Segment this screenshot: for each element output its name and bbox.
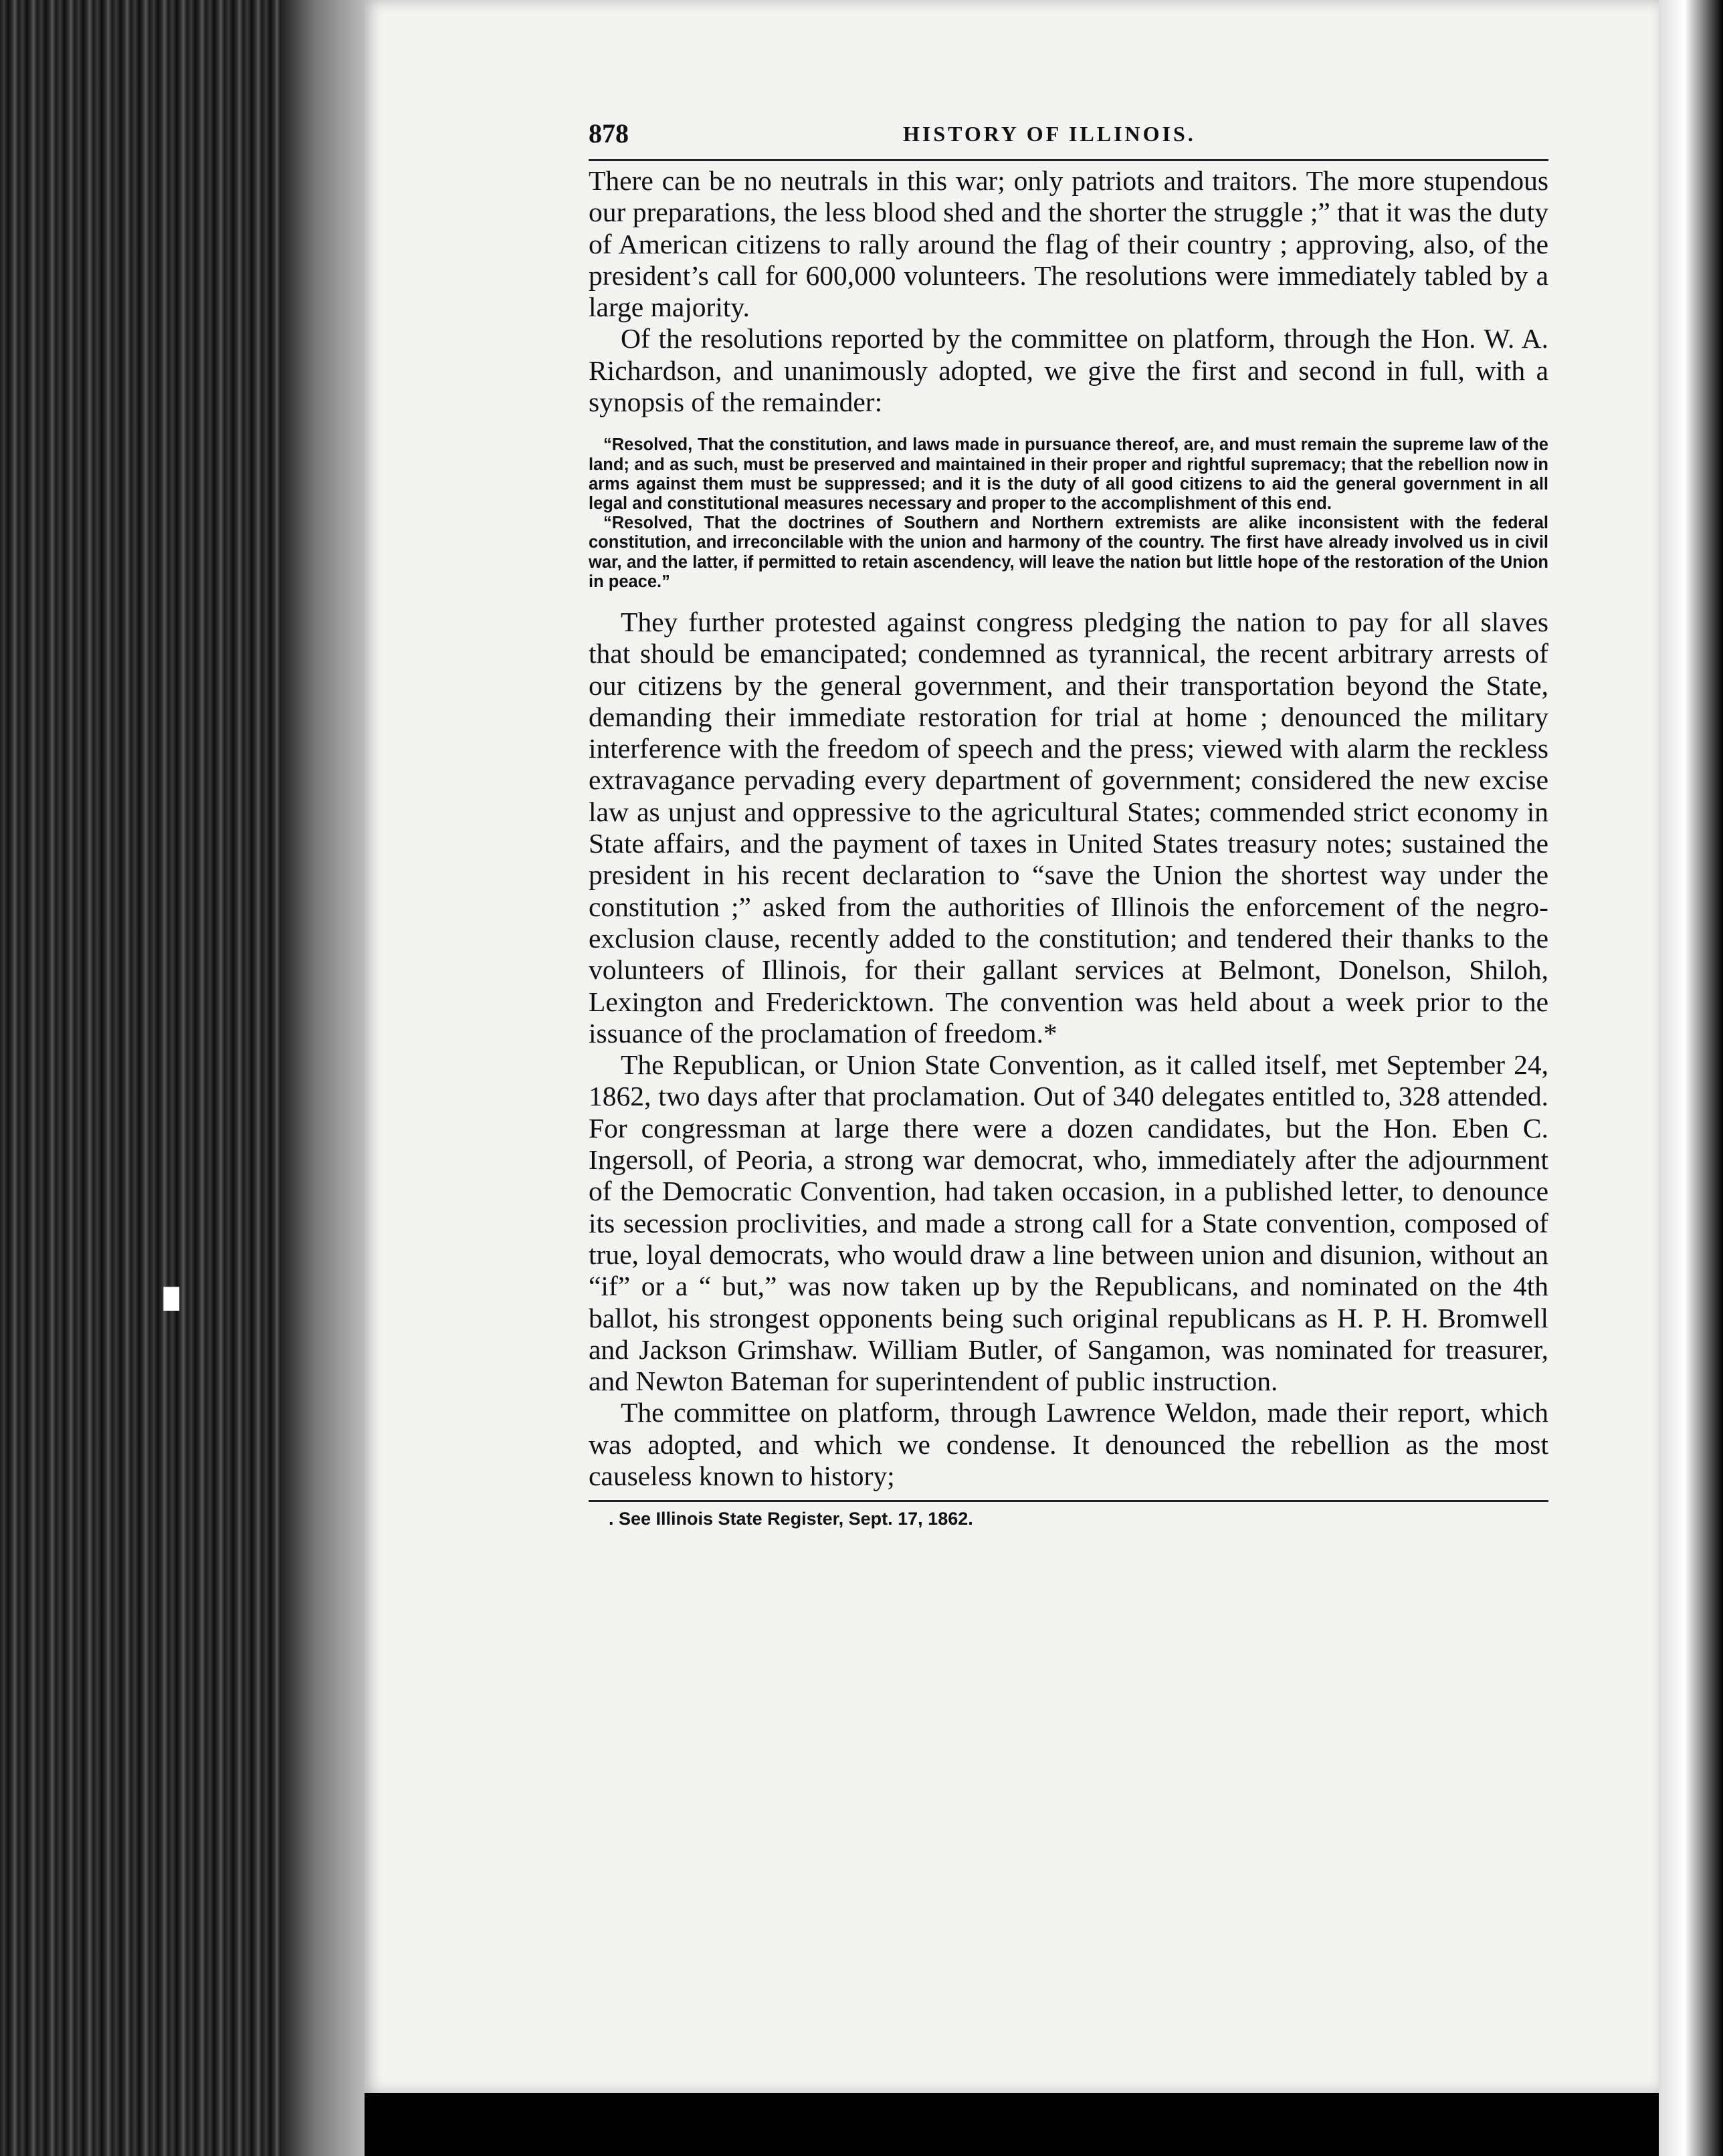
page-header (589, 112, 1548, 159)
paragraph: They further protested against congress pledging the nation to pay for all slaves that should be emancipated; condemned as tyrannical, the recent arbitrary arrests of our citizens by the general government, and their transportation beyond the State, demanding their immediate restoration for trial at home ; denounced the military interference with the freedom of speech and the press; viewed with alarm the reckless extravagance pervading every department of government; considered the new excise law as unjust and oppressive to the agricultural States; commended strict economy in State affairs, and the payment of taxes in United States treasury notes; sustained the president in his recent declaration to “save the Union the shortest way under the constitution ;” asked from the authorities of Illinois the enforcement of the negro-exclusion clause, recently added to the constitution; and tendered their thanks to the volunteers of Illinois, for their gallant services at Belmont, Donelson, Shiloh, Lexington and Fredericktown. The convention was held about a week prior to the issuance of the proclamation of freedom.* (589, 607, 1548, 1049)
running-head: HISTORY OF ILLINOIS. (903, 122, 1196, 146)
paragraph: Of the resolutions reported by the committee on platform, through the Hon. W. A. Richardson, and unanimously adopted, we give the first and second in full, with a synopsis of the remainder: (589, 323, 1548, 418)
paragraph: The committee on platform, through Lawrence Weldon, made their report, which was adopted, and which we condense. It denounced the rebellion as the most causeless known to history; (589, 1397, 1548, 1492)
paragraph: The Republican, or Union State Convention, as it called itself, met September 24, 1862, two days after that proclamation. Out of 340 delegates entitled to, 328 attended. For congressman at large there were a dozen candidates, but the Hon. Eben C. Ingersoll, of Peoria, a strong war democrat, who, immediately after the adjournment of the Democratic Convention, had taken occasion, in a published letter, to denounce its secession proclivities, and made a strong call for a State convention, composed of true, loyal democrats, who would draw a line between union and disunion, without an “if” or a “ but,” was now taken up by the Republicans, and nominated on the 4th ballot, his strongest opponents being such original republicans as H. P. H. Bromwell and Jackson Grimshaw. William Butler, of Sangamon, was nominated for treasurer, and Newton Bateman for superintendent of public instruction. (589, 1049, 1548, 1397)
header-rule (589, 159, 1548, 161)
page-stack-edge (281, 0, 365, 2156)
page-right-margin (1659, 0, 1723, 2156)
body-text (589, 165, 1548, 1492)
paragraph: There can be no neutrals in this war; only patriots and traitors. The more stupendous our preparations, the less blood shed and the shorter the struggle ;” that it was the duty of American citizens to rally around the flag of their country ; approving, also, of the president’s call for 600,000 volunteers. The resolutions were immediately tabled by a large majority. (589, 165, 1548, 323)
footnote: . See Illinois State Register, Sept. 17, 1862. (609, 1509, 973, 1529)
page-number: 878 (589, 118, 629, 148)
resolutions-block (589, 435, 1548, 592)
resolution-quote: “Resolved, That the constitution, and laws made in pursuance thereof, are, and must remain the supreme law of the land; and as such, must be preserved and maintained in their proper and rightful supremacy; that the rebellion now in arms against them must be suppressed; and it is the duty of all good citizens to aid the general government in all legal and constitutional measures necessary and proper to the accomplishment of this end. (589, 435, 1548, 513)
scan-speck: ▖ (164, 1265, 195, 1309)
resolution-quote: “Resolved, That the doctrines of Southern and Northern extremists are alike inconsistent with the federal constitution, and irreconcilable with the union and harmony of the country. The first have already involved us in civil war, and the latter, if permitted to retain ascendency, will leave the nation but little hope of the restoration of the Union in peace.” (589, 514, 1548, 591)
page-content (589, 112, 1548, 1529)
footnote-rule (589, 1500, 1548, 1502)
